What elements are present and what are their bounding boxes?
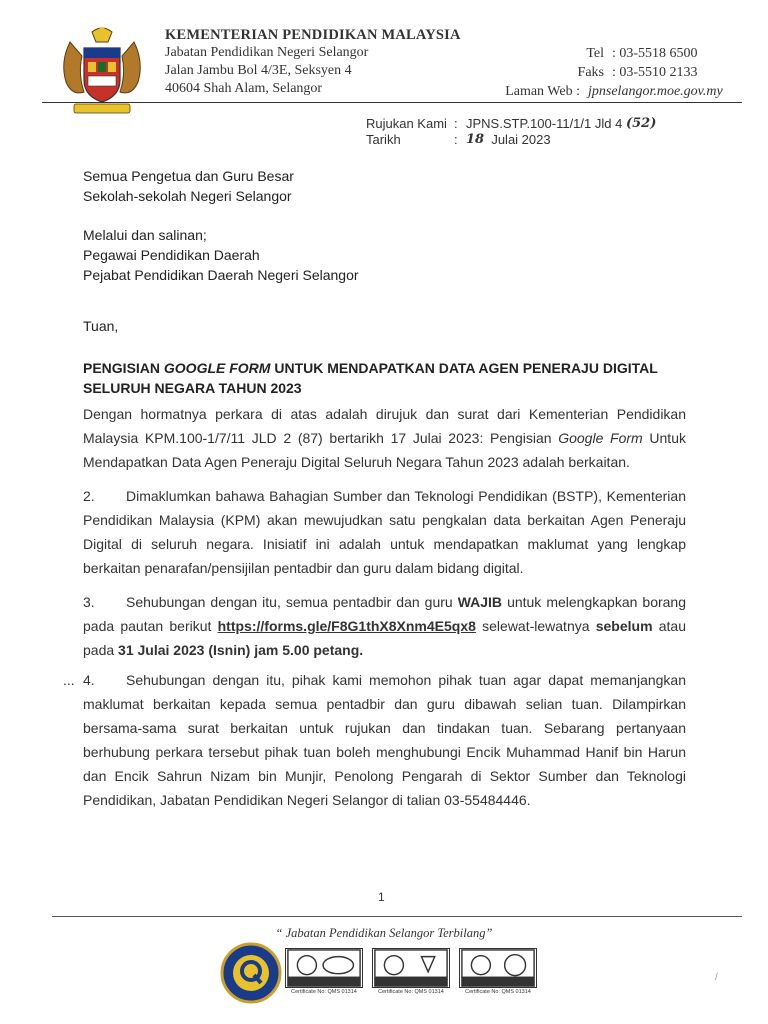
paragraph-text: untuk melengkapkan borang pada pautan berikut <box>83 594 686 634</box>
reference-label: Rujukan Kami <box>366 116 447 131</box>
paragraph-text: Sehubungan dengan itu, semua pentadbir dan guru <box>126 594 458 610</box>
website-label: Laman Web : <box>505 84 580 99</box>
certificate-number: Certificate No: QMS 01314 <box>465 989 531 995</box>
fax-value: : 03-5510 2133 <box>612 65 698 80</box>
emphasis-sebelum: sebelum <box>595 618 653 634</box>
certification-mark <box>372 948 452 1010</box>
paragraph-text: Dimaklumkan bahawa Bahagian Sumber dan Teknologi Pendidikan (BSTP), Kementerian Pendidikan Malaysia (KPM) akan mewujudkan satu pengkalan data berkaitan Agen Peneraju Digital di seluruh negara. Inisiatif ini adalah untuk mendapatkan maklumat yang lengkap berkaitan penarafan/pensijilan pentadbir dan guru dalam bidang digital. <box>83 488 686 576</box>
continuation-dots: ... <box>63 672 75 688</box>
sirim-ukas-mark-icon <box>372 948 450 988</box>
paragraph-text: atau pada <box>83 618 687 658</box>
emphasis-wajib: WAJIB <box>457 594 503 610</box>
date-label: Tarikh <box>366 132 401 147</box>
paragraph-number: 4. <box>83 672 95 688</box>
reference-block <box>366 116 656 148</box>
address-line: 40604 Shah Alam, Selangor <box>165 81 323 96</box>
sirim-iso-9001-mark-icon <box>285 948 363 988</box>
paragraph-3 <box>83 590 686 662</box>
sirim-iqnet-mark-icon <box>459 948 537 988</box>
recipient-line: Semua Pengetua dan Guru Besar <box>83 168 294 184</box>
subject-text: PENGISIAN <box>83 360 164 376</box>
footer-divider <box>52 916 742 917</box>
fax-label: Faks <box>577 65 604 80</box>
recipient-block <box>83 166 294 206</box>
cc-line: Pejabat Pendidikan Daerah Negeri Selangor <box>83 267 359 283</box>
google-form-link[interactable]: https://forms.gle/F8G1thX8Xnm4E5qx8 <box>217 618 476 634</box>
date-value: Julai 2023 <box>491 132 551 147</box>
paragraph-text: selewat-lewatnya <box>475 618 596 634</box>
ministry-name: KEMENTERIAN PENDIDIKAN MALAYSIA <box>165 27 461 43</box>
footer-motto: “ Jabatan Pendidikan Selangor Terbilang” <box>275 926 493 940</box>
cc-line: Melalui dan salinan; <box>83 227 207 243</box>
website-value: jpnselangor.moe.gov.my <box>588 84 723 99</box>
paragraph-number: 2. <box>83 488 95 504</box>
reference-number: JPNS.STP.100-11/1/1 Jld 4 <box>466 116 623 131</box>
malaysia-coat-of-arms-icon <box>52 22 152 122</box>
date-handwritten: 18 <box>466 132 485 147</box>
tel-value: : 03-5518 6500 <box>612 46 698 61</box>
subject-text: UNTUK MENDAPATKAN DATA AGEN PENERAJU DIGITAL SELURUH NEGARA TAHUN 2023 <box>83 360 658 396</box>
page-number: 1 <box>378 890 385 904</box>
certificate-number: Certificate No: QMS 01314 <box>291 989 357 995</box>
certification-mark <box>285 948 365 1010</box>
department-name: Jabatan Pendidikan Negeri Selangor <box>165 45 369 60</box>
subject-italic: GOOGLE FORM <box>163 360 271 376</box>
paragraph-italic: Google Form <box>558 430 643 446</box>
recipient-line: Sekolah-sekolah Negeri Selangor <box>83 188 292 204</box>
certificate-number: Certificate No: QMS 01314 <box>378 989 444 995</box>
paragraph-number: 3. <box>83 594 95 610</box>
pencil-mark: / <box>715 972 718 983</box>
tel-label: Tel <box>586 46 604 61</box>
reference-colon: : <box>454 116 458 131</box>
date-colon: : <box>454 132 458 147</box>
paragraph-2 <box>83 484 686 580</box>
paragraph-text: Untuk Mendapatkan Data Agen Peneraju Digital Seluruh Negara Tahun 2023 adalah berkaitan. <box>83 430 686 470</box>
letterhead-divider <box>42 102 742 103</box>
address-line: Jalan Jambu Bol 4/3E, Seksyen 4 <box>165 63 352 78</box>
letterhead-organization <box>165 26 461 98</box>
cc-block <box>83 225 359 285</box>
reference-handwritten: (52) <box>625 116 657 131</box>
letter-subject <box>83 358 703 398</box>
paragraph-text: Sehubungan dengan itu, pihak kami memohon pihak tuan agar dapat memanjangkan maklumat berkaitan kepada semua pentadbir dan guru dibawah selian tuan. Dilampirkan bersama-sama surat berkaitan untuk rujukan dan tindakan tuan. Sebarang pertanyaan berhubung perkara tersebut pihak tuan boleh menghubungi Encik Muhammad Hanif bin Harun dan Encik Sahrun Nizam bin Munjir, Penolong Pengarah di Sektor Sumber dan Teknologi Pendidikan, Jabatan Pendidikan Negeri Selangor di talian 03-55484446. <box>83 672 686 808</box>
cc-line: Pegawai Pendidikan Daerah <box>83 247 260 263</box>
quality-q-logo-icon <box>220 942 282 1004</box>
salutation: Tuan, <box>83 318 119 334</box>
deadline-text: 31 Julai 2023 (Isnin) jam 5.00 petang. <box>118 642 364 658</box>
paragraph-text: Dengan hormatnya perkara di atas adalah dirujuk dan surat dari Kementerian Pendidikan Malaysia KPM.100-1/7/11 JLD 2 (87) bertarikh 17 Julai 2023: Pengisian <box>83 406 686 446</box>
paragraph-4 <box>63 668 686 812</box>
letterhead-contact <box>500 44 723 101</box>
paragraph-1 <box>83 402 686 474</box>
certification-mark <box>459 948 539 1010</box>
